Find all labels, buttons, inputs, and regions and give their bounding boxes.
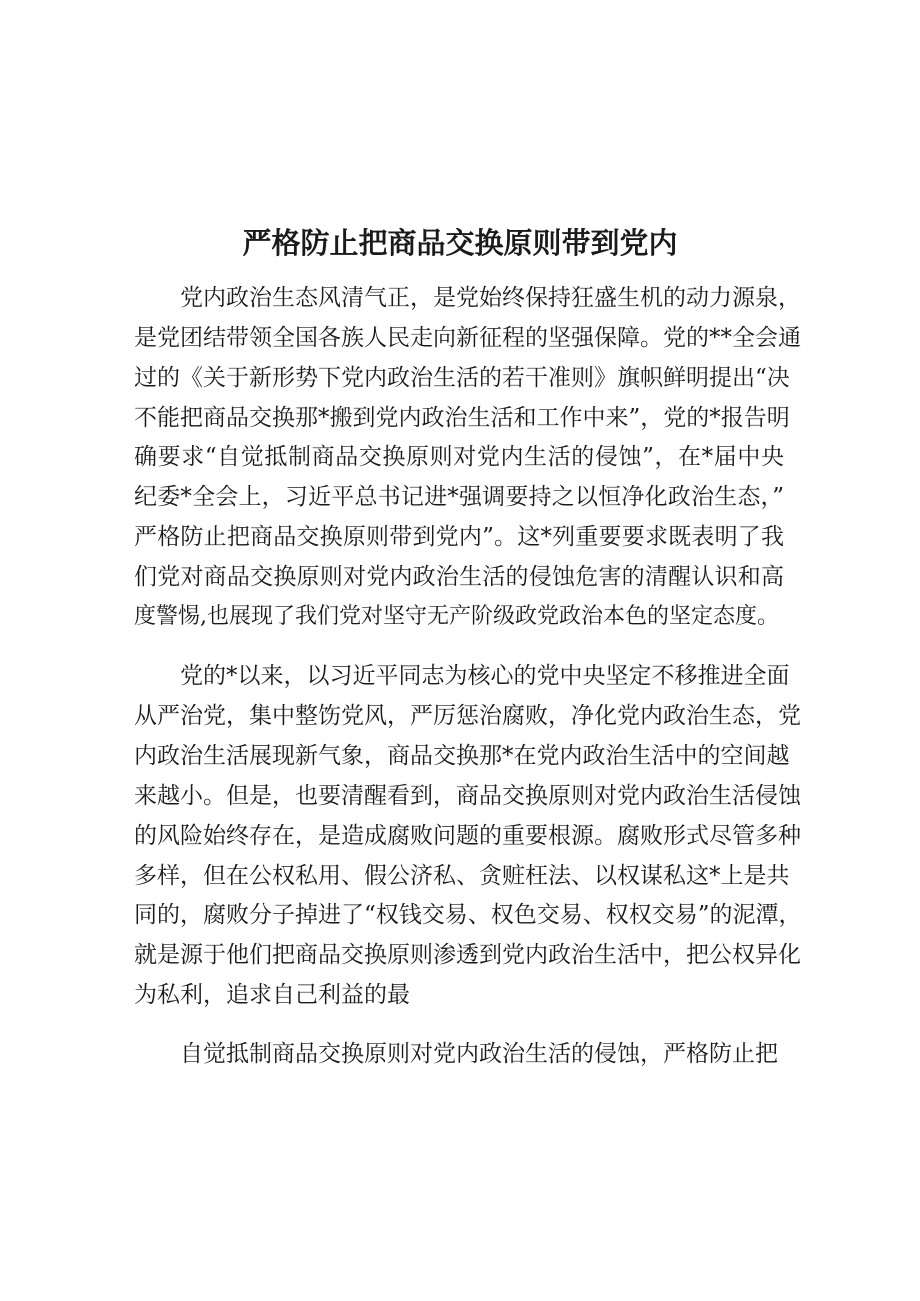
paragraph-1-line-4: 不能把商品交换那*搬到党内政治生活和工作中来”，党的*报告明 (134, 405, 790, 431)
paragraph-1-line-9: 度警惕,也展现了我们党对坚守无产阶级政党政治本色的坚定态度。 (134, 604, 779, 629)
paragraph-1-line-6: 纪委*全会上，习近平总书记进*强调要持之以恒净化政治生态，” (134, 484, 784, 510)
paragraph-2-line-5: 的风险始终存在，是造成腐败问题的重要根源。腐败形式尽管多种 (134, 823, 801, 849)
paragraph-2-line-9: 为私利，追求自己利益的最 (134, 982, 410, 1008)
paragraph-1-line-8: 们党对商品交换原则对党内政治生活的侵蚀危害的清醒认识和高 (134, 564, 784, 590)
paragraph-2-line-4: 来越小。但是，也要清醒看到，商品交换原则对党内政治生活侵蚀 (134, 783, 801, 809)
paragraph-1-line-7: 严格防止把商品交换原则带到党内”。这*列重要要求既表明了我 (134, 524, 784, 550)
document-title: 严格防止把商品交换原则带到党内 (242, 226, 678, 260)
paragraph-2-line-2: 从严治党，集中整饬党风，严厉惩治腐败，净化党内政治生态，党 (134, 703, 801, 729)
paragraph-1-line-2: 是党团结带领全国各族人民走向新征程的坚强保障。党的**全会通 (134, 325, 801, 351)
paragraph-2-line-3: 内政治生活展现新气象，商品交换那*在党内政治生活中的空间越 (134, 743, 790, 769)
paragraph-2-line-7: 同的，腐败分子掉进了“权钱交易、权色交易、权权交易”的泥潭， (134, 902, 802, 928)
paragraph-3-line-1: 自觉抵制商品交换原则对党内政治生活的侵蚀，严格防止把 (180, 1041, 778, 1067)
paragraph-1-line-5: 确要求“自觉抵制商品交换原则对党内生活的侵蚀”，在*届中央 (134, 444, 784, 470)
paragraph-2-line-8: 就是源于他们把商品交换原则渗透到党内政治生活中，把公权异化 (134, 942, 801, 968)
paragraph-1-line-1: 党内政治生态风清气正，是党始终保持狂盛生机的动力源泉， (180, 285, 801, 311)
paragraph-1-line-3: 过的《关于新形势下党内政治生活的若干准则》旗帜鲜明提出“决 (134, 365, 790, 391)
paragraph-2-line-1: 党的*以来，以习近平同志为核心的党中央坚定不移推进全面 (180, 663, 790, 689)
paragraph-2-line-6: 多样，但在公权私用、假公济私、贪赃枉法、以权谋私这*上是共 (134, 863, 790, 889)
